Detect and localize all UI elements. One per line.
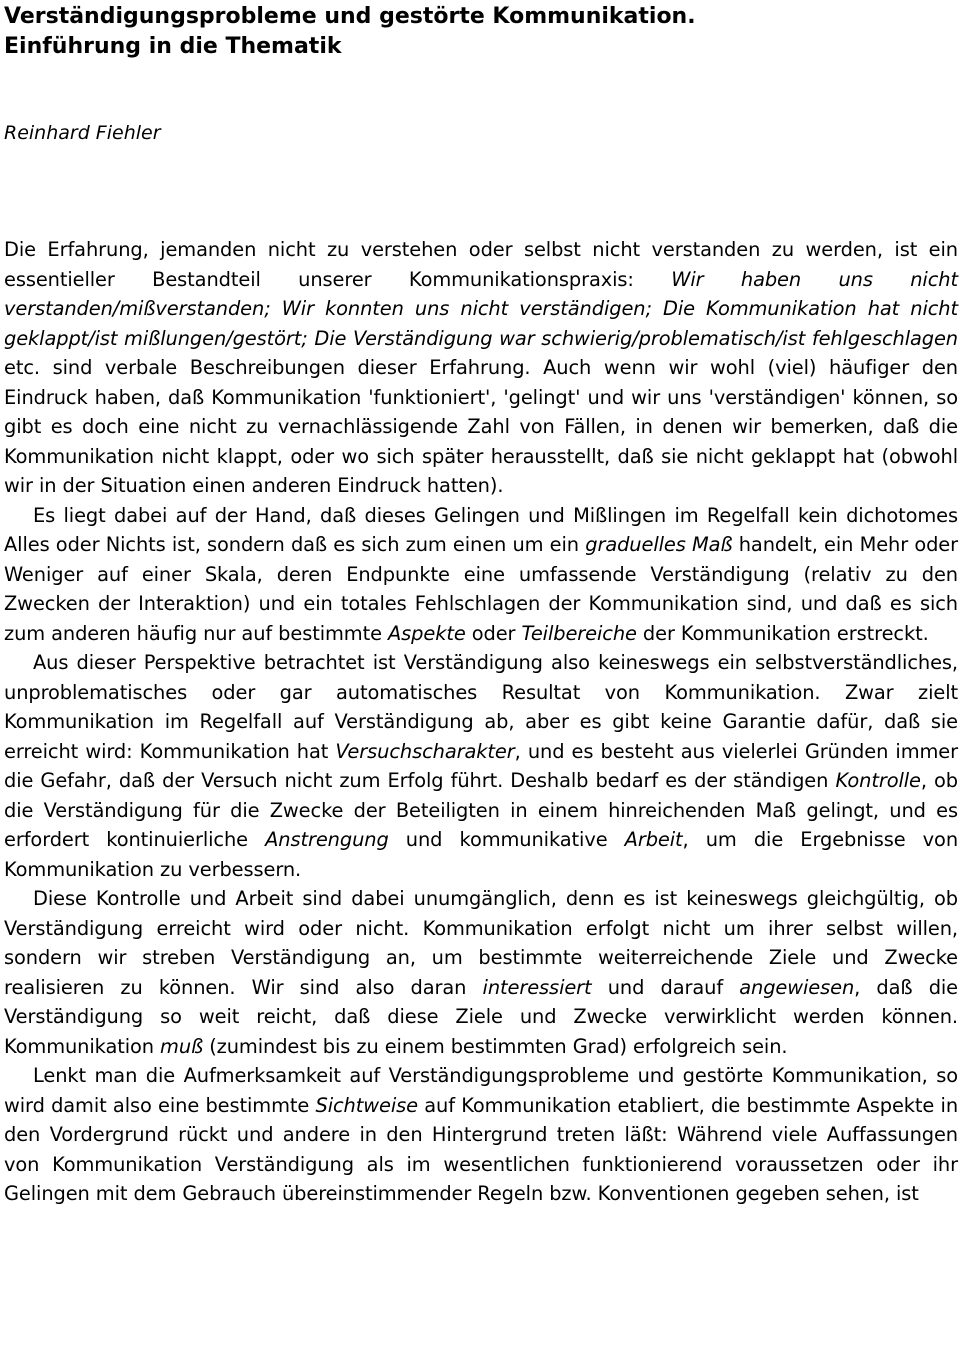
paragraph-2 (4, 501, 958, 649)
p3-italic-versuchscharakter: Versuchscharakter (335, 739, 515, 763)
author-name: Reinhard Fiehler (4, 122, 161, 144)
p3-italic-kontrolle: Kontrolle (835, 769, 921, 792)
p4-italic-interessiert: interessiert (482, 975, 592, 999)
p3-text-e: , ob die Verständigung für die Zwecke der Beteiligten in einem hinreichenden Maß gelingt, und es erfordert kontinuierliche (4, 769, 958, 851)
p4-italic-muss: muß (160, 1034, 204, 1058)
p2-text-g: der Kommunikation erstreckt. (636, 621, 929, 645)
p3-text-c: , und es besteht aus vielerlei Gründen immer die Gefahr, daß der Versuch nicht zum Erfolg führt. Deshalb bedarf es der ständigen (4, 739, 958, 792)
p5-text-a: Lenkt man die Aufmerksamkeit auf Verständigungsprobleme und gestörte Kommunikation, so wird damit also eine bestimmte (4, 1064, 958, 1117)
p2-text-a: Es liegt dabei auf der Hand, daß dieses Gelingen und Mißlingen im Regelfall kein dichotomes Alles oder Nichts ist, sondern daß es sich zum einen um ein (4, 503, 958, 556)
p2-italic-teilbereiche: Teilbereiche (521, 621, 637, 645)
p2-italic-graduelles-mass: graduelles Maß (585, 533, 733, 556)
paragraph-3 (4, 648, 958, 884)
paragraph-4 (4, 884, 958, 1061)
document-page (4, 0, 958, 1209)
title-line-2: Einführung in die Thematik (4, 34, 342, 59)
body-text (4, 235, 958, 1209)
p4-text-c: und darauf (591, 975, 740, 999)
document-title (4, 2, 958, 62)
p4-text-g: (zumindest bis zu einem bestimmten Grad) erfolgreich sein. (203, 1034, 788, 1058)
p5-text-c: auf Kommunikation etabliert, die bestimmte Aspekte in den Vordergrund rückt und andere in den Hintergrund treten läßt: Während viele Auffassungen von Kommunikation Verständigung als im wesentlichen funktionierend voraussetzen oder ihr Gelingen mit dem Gebrauch übereinstimmender Regeln bzw. Konventionen gegeben sehen, ist (4, 1093, 959, 1205)
p3-italic-arbeit: Arbeit (624, 828, 683, 851)
title-line-1: Verständigungsprobleme und gestörte Kommunikation. (4, 4, 696, 29)
p4-text-a: Diese Kontrolle und Arbeit sind dabei unumgänglich, denn es ist keineswegs gleichgültig, ob Verständigung erreicht wird oder nicht. Kommunikation erfolgt nicht um ihrer selbst willen, sondern wir streben Verständigung an, um bestimmte weiterreichende Ziele und Zwecke realisieren zu können. Wir sind also daran (4, 887, 958, 999)
paragraph-5 (4, 1061, 958, 1209)
paragraph-1 (4, 235, 958, 501)
p5-italic-sichtweise: Sichtweise (315, 1093, 418, 1117)
p2-italic-aspekte: Aspekte (388, 621, 466, 645)
p1-text-a: Die Erfahrung, jemanden nicht zu verstehen oder selbst nicht verstanden zu werden, ist ein essentieller Bestandteil unserer Kommunikationspraxis: (4, 238, 958, 291)
p4-italic-angewiesen: angewiesen (739, 975, 855, 999)
p1-italic-examples: Wir haben uns nicht verstanden/mißverstanden; Wir konnten uns nicht verständigen; Die Kommunikation hat nicht geklappt/ist mißlungen/gestört; Die Verständigung war schwierig/problematisch/ist fehlgeschlagen (4, 267, 958, 350)
p3-text-g: und kommunikative (388, 828, 625, 851)
p3-text-i: , um die Ergebnisse von Kommunikation zu verbessern. (4, 828, 959, 881)
p2-text-e: oder (465, 621, 522, 645)
p4-text-e: , daß die Verständigung so weit reicht, daß diese Ziele und Zwecke verwirklicht werden können. Kommunikation (4, 975, 959, 1058)
p1-text-c: etc. sind verbale Beschreibungen dieser Erfahrung. Auch wenn wir wohl (viel) häufiger den Eindruck haben, daß Kommunikation 'funktioniert', 'gelingt' und wir uns 'verständigen' können, so gibt es doch eine nicht zu vernachlässigende Zahl von Fällen, in denen wir bemerken, daß die Kommunikation nicht klappt, oder wo sich später herausstellt, daß sie nicht geklappt hat (obwohl wir in der Situation einen anderen Eindruck hatten). (4, 356, 958, 497)
p2-text-c: handelt, ein Mehr oder Weniger auf einer Skala, deren Endpunkte eine umfassende Verständigung (relativ zu den Zwecken der Interaktion) und ein totales Fehlschlagen der Kommunikation sind, und daß es sich zum anderen häufig nur auf bestimmte (4, 533, 958, 645)
p3-italic-anstrengung: Anstrengung (265, 828, 389, 851)
p3-text-a: Aus dieser Perspektive betrachtet ist Verständigung also keineswegs ein selbstverständliches, unproblematisches oder gar automatisches Resultat von Kommunikation. Zwar zielt Kommunikation im Regelfall auf Verständigung ab, aber es gibt keine Garantie dafür, daß sie erreicht wird: Kommunikation hat (4, 651, 958, 763)
